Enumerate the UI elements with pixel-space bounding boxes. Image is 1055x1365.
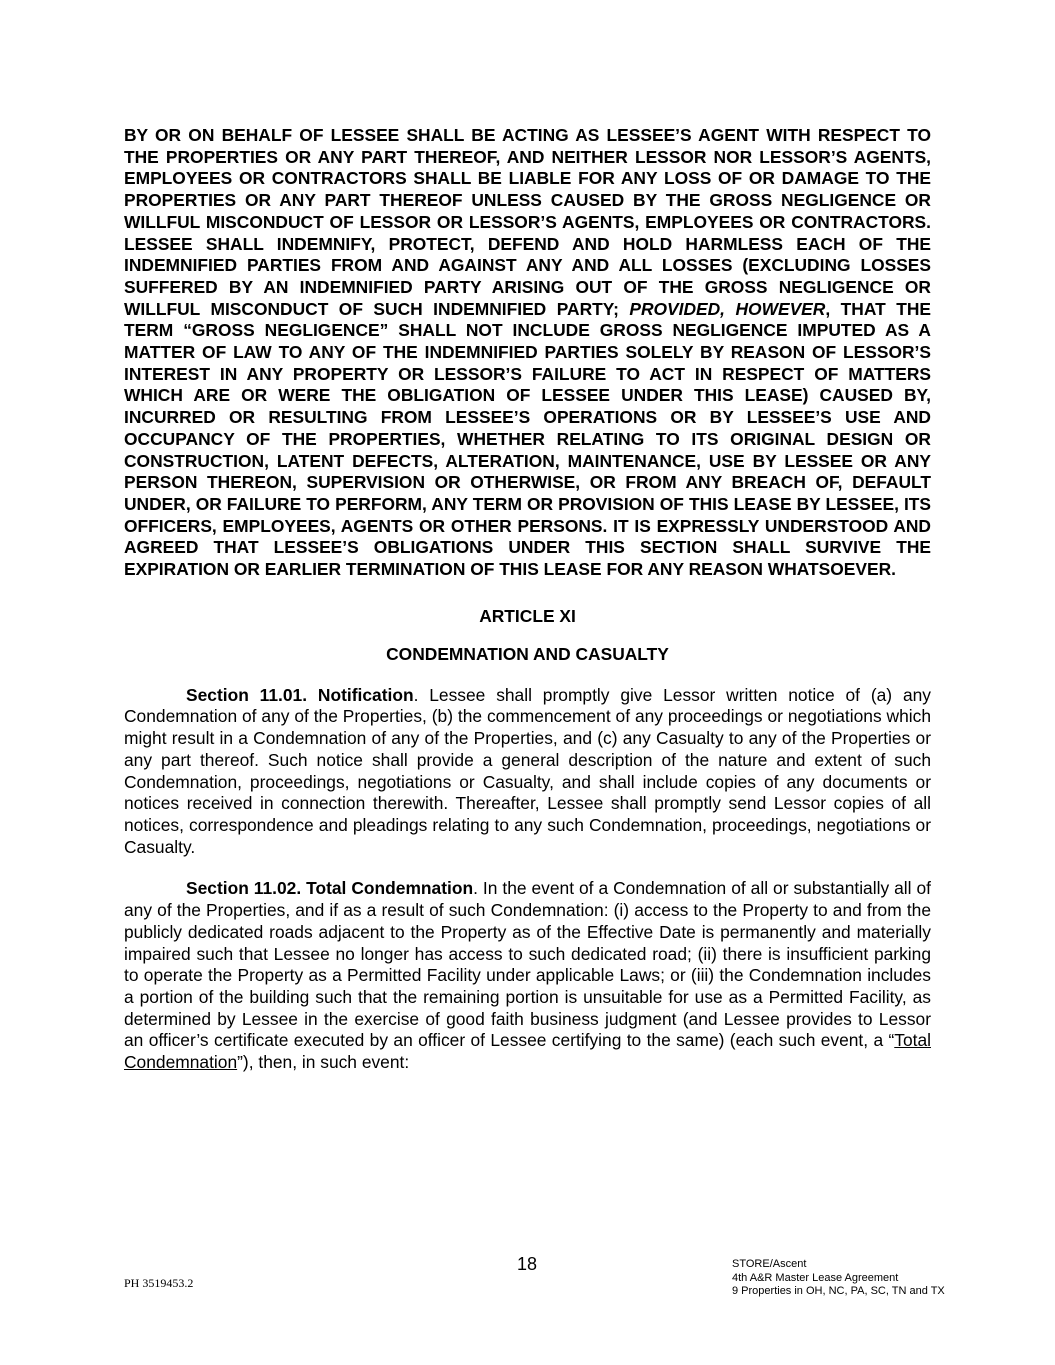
- section-11-01-title: Notification: [317, 684, 414, 705]
- footer-line-2: 4th A&R Master Lease Agreement: [732, 1271, 899, 1284]
- section-11-01-period: .: [413, 684, 419, 705]
- section-11-02-tail: ”), then, in such event:: [237, 1052, 410, 1073]
- footer-line-1: STORE/Ascent: [732, 1258, 807, 1270]
- article-subheading: CONDEMNATION AND CASUALTY: [386, 643, 669, 664]
- total-condemnation-defined-term: Total Condemnation: [124, 1030, 931, 1073]
- section-11-01-paragraph: [124, 685, 931, 859]
- section-11-02-period: .: [473, 878, 478, 899]
- section-11-02-number: Section 11.02.: [186, 878, 302, 899]
- footer-document-info: [732, 1258, 945, 1299]
- continuation-text-part2: , THAT THE TERM “GROSS NEGLIGENCE” SHALL NOT INCLUDE GROSS NEGLIGENCE IMPUTED AS A MATTER OF LAW TO ANY OF THE INDEMNIFIED PARTIES SOLELY BY REASON OF LESSOR’S INTEREST IN ANY PROPERTY OR LESSOR’S FAILURE TO ACT IN RESPECT OF MATTERS WHICH ARE OR WERE THE OBLIGATION OF LESSEE UNDER THIS LEASE) CAUSED BY, INCURRED OR RESULTING FROM LESSEE’S OPERATIONS OR BY LESSEE’S USE AND OCCUPANCY OF THE PROPERTIES, WHETHER RELATING TO ITS ORIGINAL DESIGN OR CONSTRUCTION, LATENT DEFECTS, ALTERATION, MAINTENANCE, USE BY LESSEE OR ANY PERSON THEREON, SUPERVISION OR OTHERWISE, OR FROM ANY BREACH OF, DEFAULT UNDER, OR FAILURE TO PERFORM, ANY TERM OR PROVISION OF THIS LEASE BY LESSEE, ITS OFFICERS, EMPLOYEES, AGENTS OR OTHER PERSONS. IT IS EXPRESSLY UNDERSTOOD AND AGREED THAT LESSEE’S OBLIGATIONS UNDER THIS SECTION SHALL SURVIVE THE EXPIRATION OR EARLIER TERMINATION OF THIS LEASE FOR ANY REASON WHATSOEVER.: [124, 298, 932, 580]
- indemnity-continuation-paragraph: [124, 125, 931, 581]
- continuation-text-part1: BY OR ON BEHALF OF LESSEE SHALL BE ACTING AS LESSEE’S AGENT WITH RESPECT TO THE PROPERTIES OR ANY PART THEREOF, AND NEITHER LESSOR NOR LESSOR’S AGENTS, EMPLOYEES OR CONTRACTORS SHALL BE LIABLE FOR ANY LOSS OF OR DAMAGE TO THE PROPERTIES OR ANY PART THEREOF UNLESS CAUSED BY THE GROSS NEGLIGENCE OR WILLFUL MISCONDUCT OF LESSOR OR LESSOR’S AGENTS, EMPLOYEES OR CONTRACTORS. LESSEE SHALL INDEMNIFY, PROTECT, DEFEND AND HOLD HARMLESS EACH OF THE INDEMNIFIED PARTIES FROM AND AGAINST ANY AND ALL LOSSES (EXCLUDING LOSSES SUFFERED BY AN INDEMNIFIED PARTY ARISING OUT OF THE GROSS NEGLIGENCE OR WILLFUL MISCONDUCT OF SUCH INDEMNIFIED PARTY;: [124, 125, 931, 319]
- section-11-01-number: Section 11.01.: [186, 684, 308, 705]
- article-heading: ARTICLE XI: [479, 605, 576, 626]
- section-11-02-paragraph: [124, 878, 931, 1073]
- provided-however-emphasis: PROVIDED, HOWEVER: [629, 298, 826, 319]
- footer-line-3: 9 Properties in OH, NC, PA, SC, TN and TX: [732, 1285, 945, 1297]
- page-number: 18: [516, 1254, 538, 1274]
- section-11-02-body: In the event of a Condemnation of all or substantially all of any of the Properties, and if as a result of such Condemnation: (i) access to the Property to and from the publicly dedicated roads adjacent to the Property as of the Effective Date is permanently and materially impaired such that Lessee no longer has access to such dedicated road; (ii) there is insufficient parking to operate the Property as a Permitted Facility under applicable Laws; or (iii) the Condemnation includes a portion of the building such that the remaining portion is unsuitable for use as a Permitted Facility, as determined by Lessee in the exercise of good faith business judgment (and Lessee provides to Lessor an officer’s certificate executed by an officer of Lessee certifying to the same) (each such event, a “: [124, 878, 931, 1051]
- document-code: PH 3519453.2: [124, 1276, 194, 1290]
- section-11-01-body: Lessee shall promptly give Lessor written notice of (a) any Condemnation of any of the Properties, (b) the commencement of any proceedings or negotiations which might result in a Condemnation of any of the Properties, and (c) any Casualty to any of the Properties or any part thereof. Such notice shall provide a general description of the nature and extent of such Condemnation, proceedings, negotiations or Casualty, and shall include copies of any documents or notices received in connection therewith. Thereafter, Lessee shall promptly send Lessor copies of all notices, correspondence and pleadings relating to any such Condemnation, proceedings, negotiations or Casualty.: [124, 684, 931, 857]
- page-body: [124, 125, 931, 1074]
- section-11-02-title: Total Condemnation: [306, 878, 474, 899]
